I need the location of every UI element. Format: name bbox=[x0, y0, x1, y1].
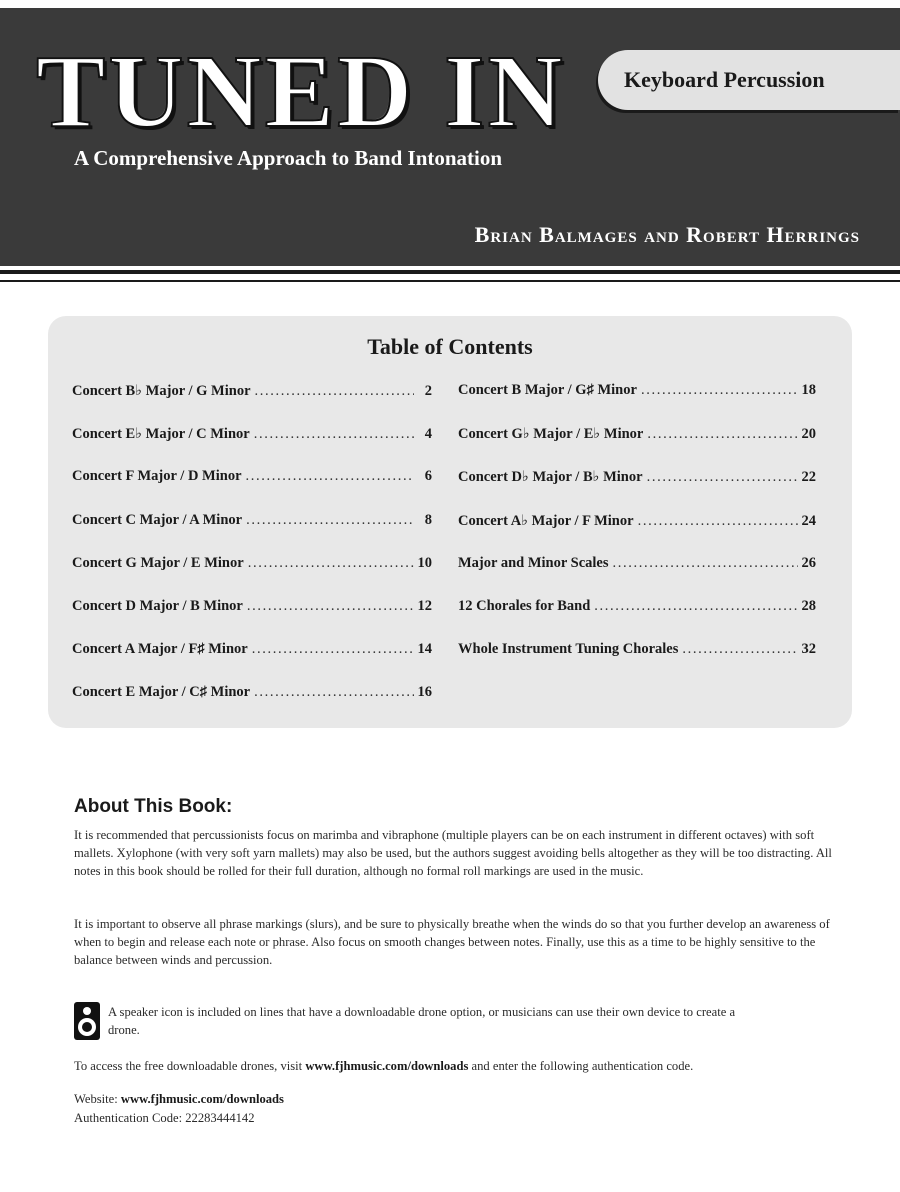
toc-item-page: 12 bbox=[417, 597, 432, 614]
toc-leader-dots bbox=[638, 513, 798, 530]
toc-item bbox=[458, 425, 816, 468]
toc-item bbox=[458, 598, 816, 641]
toc-leader-dots bbox=[246, 512, 414, 529]
toc-item-label: Concert C Major / A Minor bbox=[72, 511, 243, 528]
auth-code-value: 22283444142 bbox=[185, 1111, 255, 1125]
toc-leader-dots bbox=[641, 382, 798, 399]
toc-item-page: 24 bbox=[801, 512, 816, 529]
toc-item-label: Concert E♭ Major / C Minor bbox=[72, 426, 250, 443]
toc-item-page: 14 bbox=[417, 641, 432, 658]
toc-column-right bbox=[458, 382, 816, 684]
instrument-tab bbox=[598, 50, 900, 110]
speaker-note: A speaker icon is included on lines that have a downloadable drone option, or musicians can use their own device to create a drone. bbox=[108, 1005, 736, 1038]
about-heading: About This Book: bbox=[74, 796, 233, 817]
toc-item bbox=[72, 512, 432, 555]
toc-leader-dots bbox=[682, 641, 797, 658]
toc-item bbox=[72, 555, 432, 598]
toc-item-page: 20 bbox=[801, 426, 816, 443]
toc-item-label: Concert B Major / G♯ Minor bbox=[458, 382, 637, 398]
auth-code-label: Authentication Code: bbox=[74, 1111, 186, 1125]
toc-leader-dots bbox=[252, 641, 414, 658]
toc-item-page: 28 bbox=[801, 597, 816, 614]
toc-item-page: 6 bbox=[424, 468, 432, 485]
toc-leader-dots bbox=[254, 684, 413, 701]
toc-item-page: 32 bbox=[801, 641, 816, 658]
toc-item-page: 18 bbox=[801, 382, 816, 398]
toc-item-label: Concert A Major / F♯ Minor bbox=[72, 641, 248, 658]
toc-item-page: 10 bbox=[417, 554, 432, 571]
toc-item-label: Concert E Major / C♯ Minor bbox=[72, 684, 251, 701]
about-paragraph-1: It is recommended that percussionists focus on marimba and vibraphone (multiple players can be on each instrument in different octaves) with soft mallets. Xylophone (with very soft yarn mallets) may also be used, but the authors suggest avoiding bells altogether as they will be too distracting. All notes in this book should be rolled for their full duration, although no formal roll markings are used in the music. bbox=[74, 828, 832, 879]
toc-leader-dots bbox=[647, 469, 798, 486]
book-title: TUNED IN bbox=[36, 34, 566, 149]
about-paragraph-2: It is important to observe all phrase markings (slurs), and be sure to physically breathe when the winds do so that you further develop an awareness of when to begin and release each note or phrase. Also focus on smooth changes between notes. Finally, use this as a time to be highly sensitive to the balance between winds and percussion. bbox=[74, 917, 830, 968]
auth-code-line bbox=[74, 1111, 255, 1126]
toc-item bbox=[72, 468, 432, 511]
website-label: Website: bbox=[74, 1092, 121, 1106]
toc-item-label: Major and Minor Scales bbox=[458, 554, 609, 571]
toc-item bbox=[72, 598, 432, 641]
toc-leader-dots bbox=[594, 598, 797, 615]
toc-item-label: Whole Instrument Tuning Chorales bbox=[458, 641, 679, 658]
toc-item bbox=[458, 382, 816, 425]
speaker-icon bbox=[74, 1002, 100, 1040]
toc-leader-dots bbox=[255, 383, 414, 400]
toc-leader-dots bbox=[248, 555, 414, 572]
divider-thin bbox=[0, 280, 900, 282]
website-url-link[interactable]: www.fjhmusic.com/downloads bbox=[120, 1092, 284, 1106]
book-authors: Brian Balmages and Robert Herrings bbox=[474, 222, 860, 247]
toc-leader-dots bbox=[246, 468, 414, 485]
toc-item-label: Concert D♭ Major / B♭ Minor bbox=[458, 469, 643, 486]
toc-leader-dots bbox=[647, 426, 797, 443]
toc-item-page: 16 bbox=[417, 684, 432, 701]
toc-item bbox=[458, 555, 816, 598]
toc-item bbox=[72, 641, 432, 684]
toc-item-page: 2 bbox=[424, 383, 432, 399]
toc-item-label: Concert F Major / D Minor bbox=[72, 468, 242, 485]
toc-item-label: Concert G♭ Major / E♭ Minor bbox=[458, 426, 644, 443]
access-instructions bbox=[74, 1057, 854, 1075]
toc-item-label: 12 Chorales for Band bbox=[458, 597, 591, 614]
speaker-woofer bbox=[78, 1018, 96, 1036]
toc-item-label: Concert G Major / E Minor bbox=[72, 554, 244, 571]
access-text-after: and enter the following authentication code. bbox=[468, 1059, 694, 1073]
toc-item-label: Concert D Major / B Minor bbox=[72, 597, 243, 614]
book-subtitle: A Comprehensive Approach to Band Intonation bbox=[74, 146, 503, 170]
toc-leader-dots bbox=[247, 598, 414, 615]
toc-item bbox=[72, 425, 432, 468]
speaker-tweeter bbox=[83, 1007, 91, 1015]
instrument-label: Keyboard Percussion bbox=[624, 67, 825, 92]
toc-item-label: Concert A♭ Major / F Minor bbox=[458, 512, 634, 529]
toc-item-label: Concert B♭ Major / G Minor bbox=[72, 383, 251, 399]
toc-item bbox=[72, 382, 432, 425]
divider-thick bbox=[0, 270, 900, 274]
toc-heading: Table of Contents bbox=[367, 334, 533, 359]
access-text-before: To access the free downloadable drones, visit bbox=[74, 1059, 306, 1073]
toc-leader-dots bbox=[613, 555, 798, 572]
toc-column-left bbox=[72, 382, 432, 728]
toc-item-page: 8 bbox=[424, 511, 432, 528]
toc-item bbox=[458, 641, 816, 684]
toc-item-page: 22 bbox=[801, 469, 816, 486]
toc-item bbox=[458, 512, 816, 555]
toc-item-page: 4 bbox=[424, 426, 432, 443]
website-line bbox=[74, 1092, 284, 1107]
toc-leader-dots bbox=[254, 426, 414, 443]
toc-item-page: 26 bbox=[801, 554, 816, 571]
toc-item bbox=[72, 684, 432, 727]
toc-item bbox=[458, 468, 816, 511]
downloads-link[interactable]: www.fjhmusic.com/downloads bbox=[305, 1059, 469, 1073]
